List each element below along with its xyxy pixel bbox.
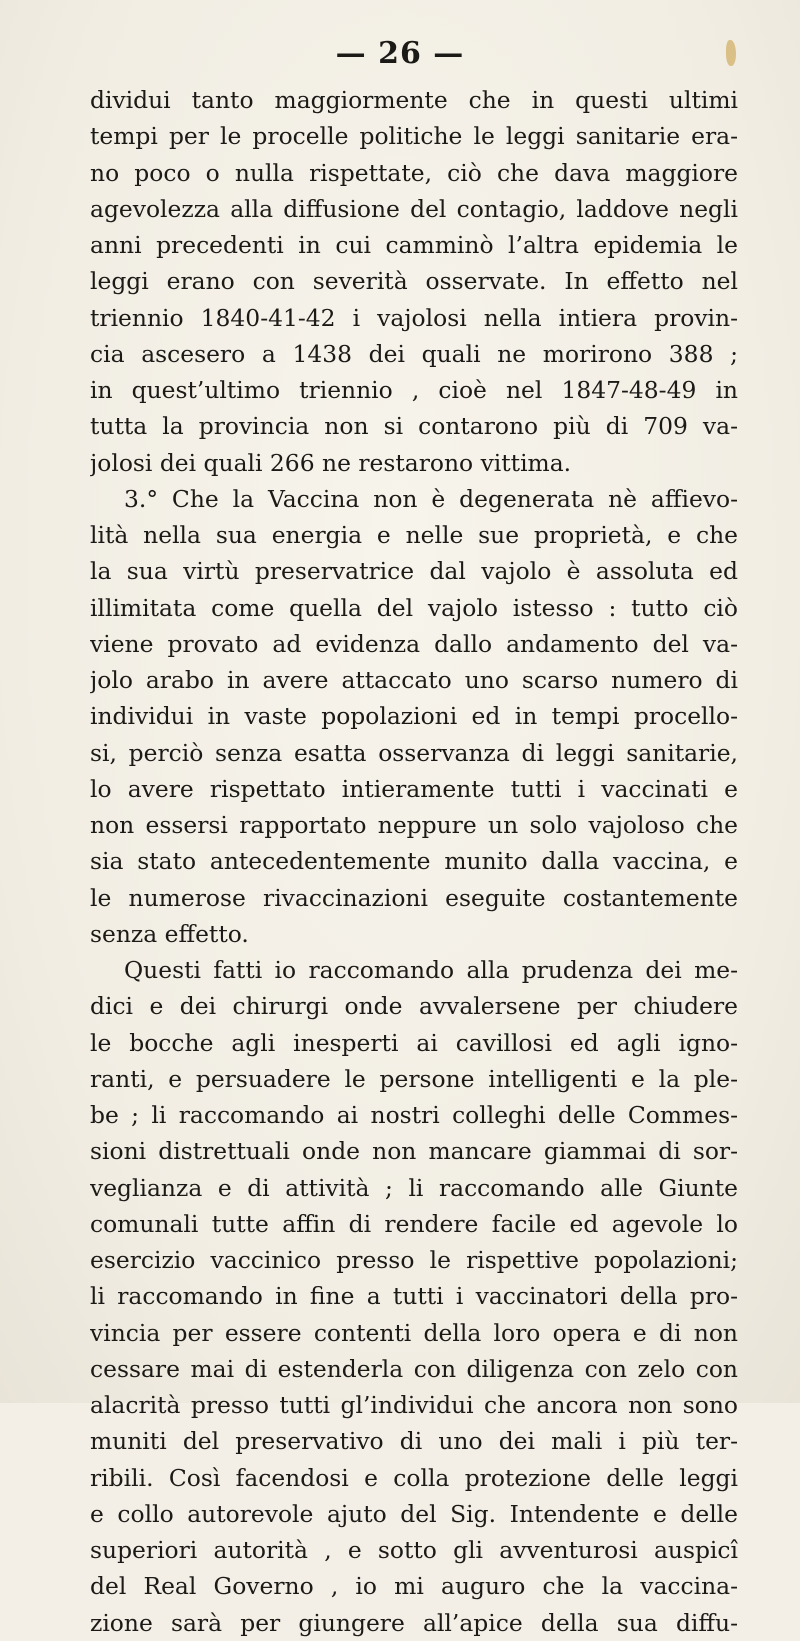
text-line: comunali tutte affin di rendere facile ed agevole lo xyxy=(90,1209,738,1238)
text-line: cia ascesero a 1438 dei quali ne morirono 388 ; xyxy=(90,339,738,368)
text-line: anni precedenti in cui camminò l’altra epidemia le xyxy=(90,231,738,259)
text-line: le numerose rivaccinazioni eseguite costantemente xyxy=(90,883,738,912)
text-line: esercizio vaccinico presso le rispettive popolazioni; xyxy=(90,1246,738,1274)
text-line: cessare mai di estenderla con diligenza con zelo con xyxy=(90,1354,738,1383)
text-line: li raccomando in fine a tutti i vaccinatori della pro- xyxy=(90,1282,738,1311)
paper-stain xyxy=(726,40,736,66)
page-number: — 26 — xyxy=(335,36,465,71)
text-line: vincia per essere contenti della loro opera e di non xyxy=(90,1318,738,1347)
text-line: triennio 1840-41-42 i vajolosi nella intiera provin- xyxy=(90,303,738,332)
text-line: superiori autorità , e sotto gli avventurosi auspicî xyxy=(90,1536,738,1564)
text-line: be ; li raccomando ai nostri colleghi delle Commes- xyxy=(90,1101,738,1129)
text-line: ranti, e persuadere le persone intelligenti e la ple- xyxy=(90,1064,738,1093)
text-line: zione sarà per giungere all’apice della sua diffu- xyxy=(90,1608,738,1637)
text-line: in quest’ultimo triennio , cioè nel 1847-48-49 in xyxy=(90,376,738,404)
text-line: senza effetto. xyxy=(90,919,249,948)
text-line: jolo arabo in avere attaccato uno scarso numero di xyxy=(90,666,738,694)
text-line: sioni distrettuali onde non mancare giammai di sor- xyxy=(90,1137,738,1166)
text-line: tempi per le procelle politiche le leggi sanitarie era- xyxy=(90,122,738,151)
text-line: illimitata come quella del vajolo istesso : tutto ciò xyxy=(90,593,738,622)
text-line: lità nella sua energia e nelle sue proprietà, e che xyxy=(90,521,738,549)
text-line: sia stato antecedentemente munito dalla vaccina, e xyxy=(90,847,738,876)
text-line: tutta la provincia non si contarono più di 709 va- xyxy=(90,412,738,441)
text-line: agevolezza alla diffusione del contagio, laddove negli xyxy=(90,194,738,223)
page-header xyxy=(0,34,800,74)
text-line: le bocche agli inesperti ai cavillosi ed agli igno- xyxy=(90,1028,738,1057)
text-line: dividui tanto maggiormente che in questi ultimi xyxy=(90,86,738,114)
text-line: del Real Governo , io mi auguro che la vaccina- xyxy=(90,1572,738,1601)
text-line: leggi erano con severità osservate. In effetto nel xyxy=(90,267,738,296)
text-line: ribili. Così facendosi e colla protezione delle leggi xyxy=(90,1463,738,1492)
text-line: si, perciò senza esatta osservanza di leggi sanitarie, xyxy=(90,738,738,767)
text-line: individui in vaste popolazioni ed in tempi procello- xyxy=(90,702,738,731)
text-line: 3.° Che la Vaccina non è degenerata nè affievo- xyxy=(124,484,738,513)
text-line: lo avere rispettato intieramente tutti i vaccinati e xyxy=(90,774,738,803)
text-line: muniti del preservativo di uno dei mali i più ter- xyxy=(90,1427,738,1456)
text-line: Questi fatti io raccomando alla prudenza dei me- xyxy=(124,956,738,984)
body-text xyxy=(90,82,738,1641)
text-line: e collo autorevole ajuto del Sig. Intendente e delle xyxy=(90,1499,738,1528)
text-line: viene provato ad evidenza dallo andamento del va- xyxy=(90,629,738,658)
text-line: jolosi dei quali 266 ne restarono vittima. xyxy=(90,448,572,477)
text-line: alacrità presso tutti gl’individui che ancora non sono xyxy=(90,1391,738,1419)
text-line: la sua virtù preservatrice dal vajolo è assoluta ed xyxy=(90,557,738,586)
text-line: veglianza e di attività ; li raccomando alle Giunte xyxy=(90,1173,738,1202)
text-line: no poco o nulla rispettate, ciò che dava maggiore xyxy=(90,158,738,187)
text-line: non essersi rapportato neppure un solo vajoloso che xyxy=(90,811,738,839)
text-line: dici e dei chirurgi onde avvalersene per chiudere xyxy=(90,992,738,1021)
